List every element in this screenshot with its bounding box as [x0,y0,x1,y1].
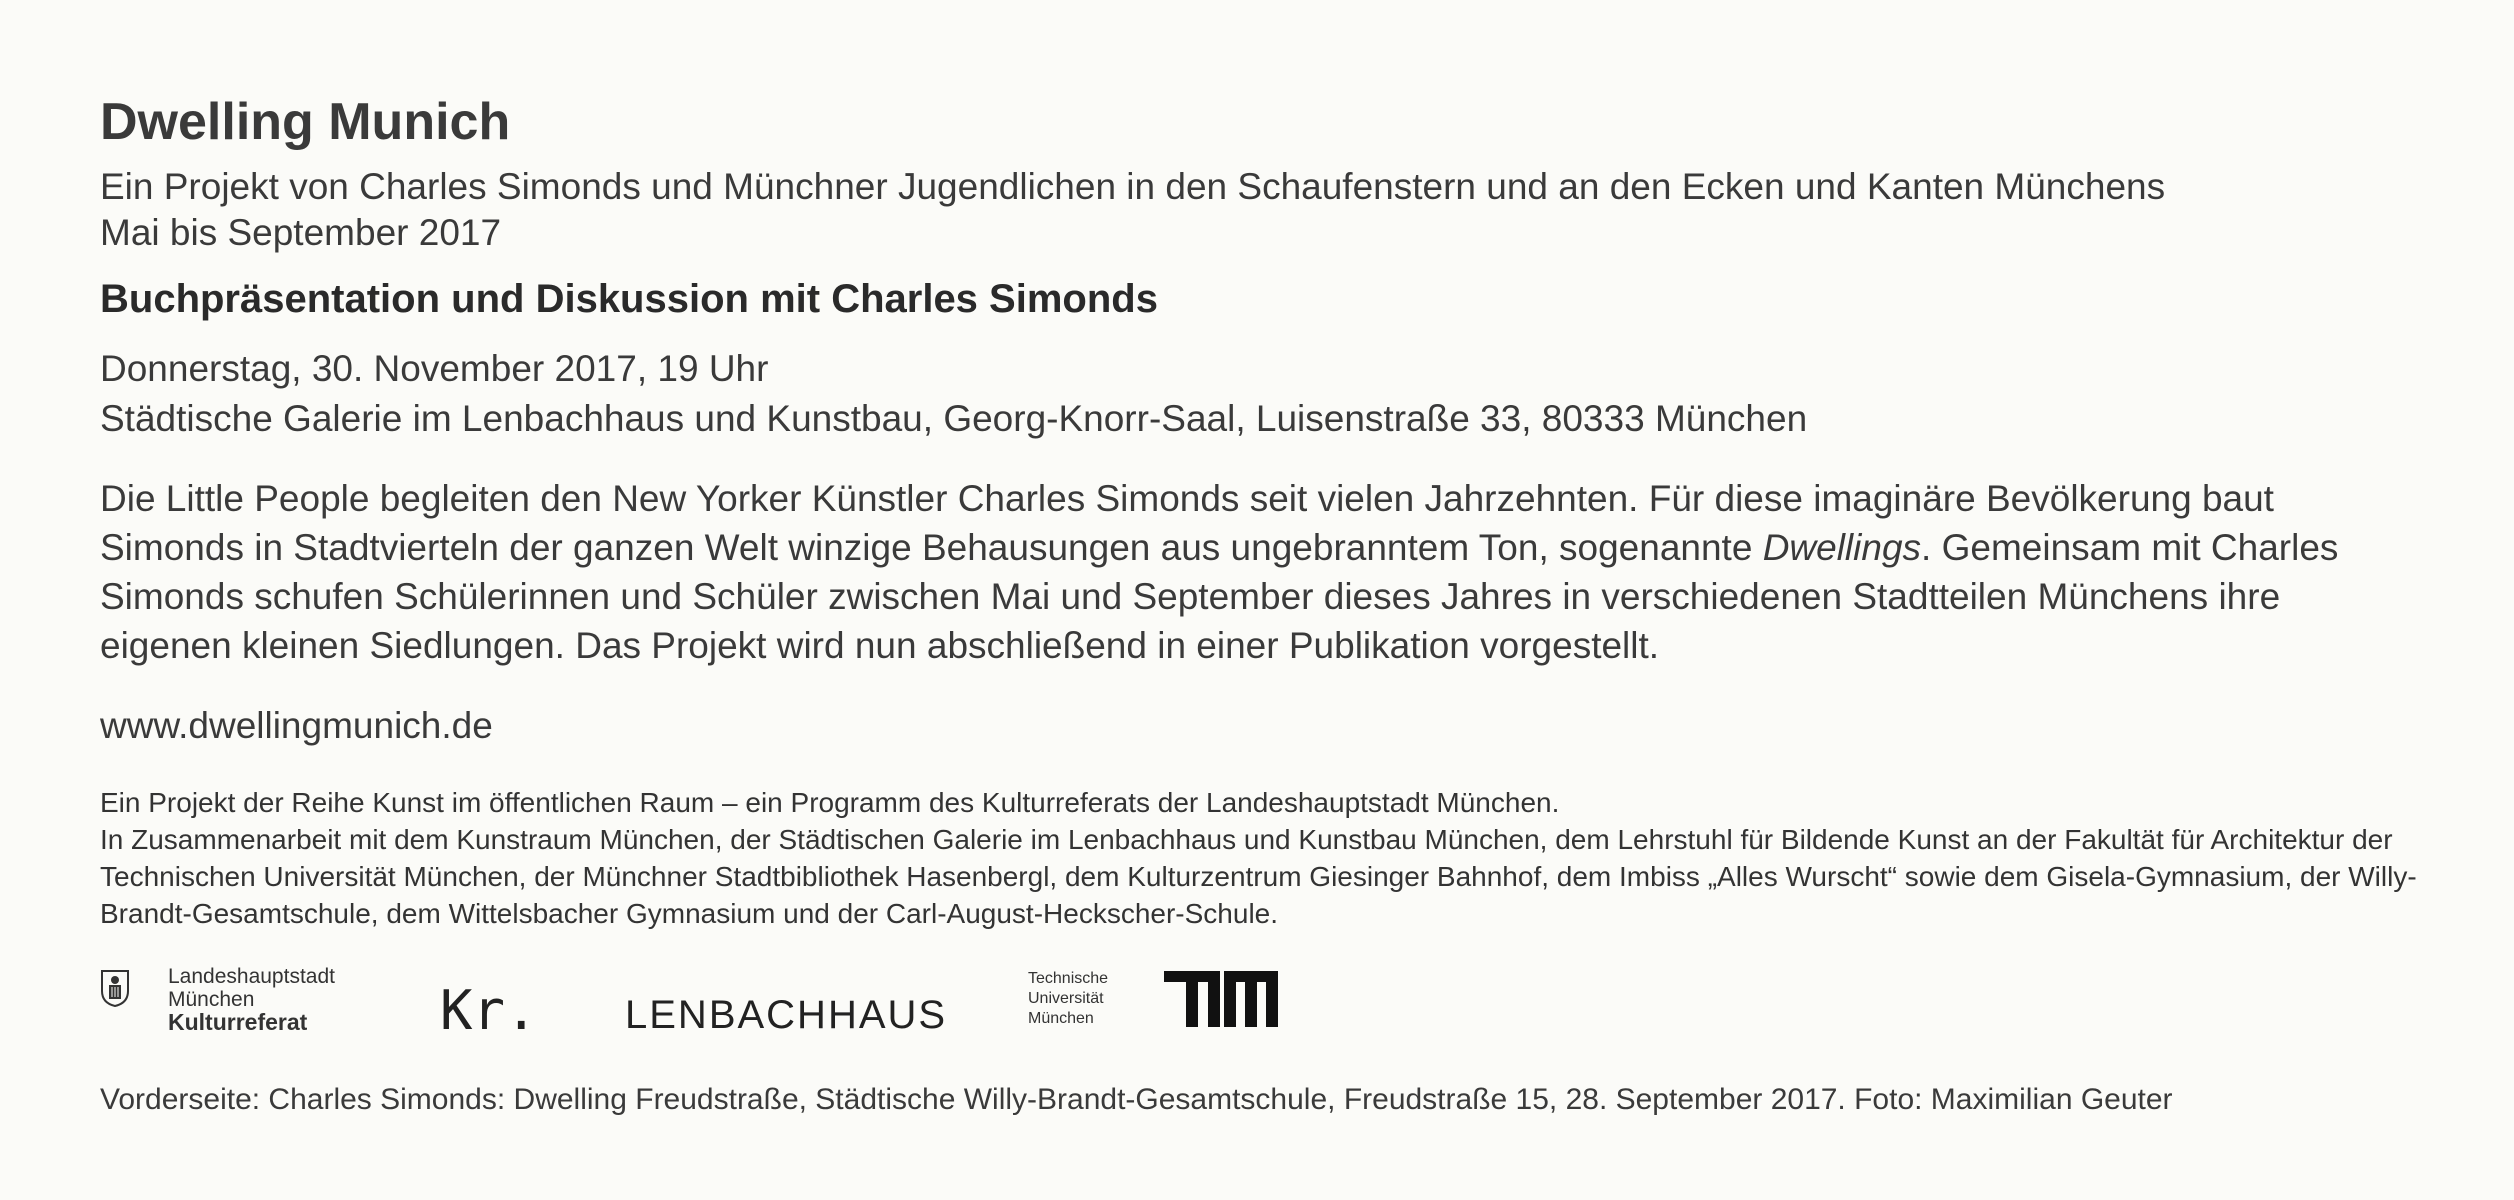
website-link[interactable]: www.dwellingmunich.de [100,705,493,746]
credits-block [100,784,2440,932]
description-part1: Die Little People begleiten den New Yorker Künstler Charles Simonds seit vielen Jahrzehnten. Für diese imaginäre Bevölkerung baut Simonds in Stadtvierteln der ganzen Welt winzige Behausungen aus ungebranntem Ton, sogenannte [100,478,2274,568]
description-part2: . Gemeinsam mit Charles Simonds schufen Schülerinnen und Schüler zwischen Mai und September dieses Jahres in verschiedenen Stadtteilen Münchens ihre eigenen kleinen Siedlungen. Das Projekt wird nun abschließend in einer Publikation vorgestellt. [100,527,2339,666]
lhs-line-3: Kulturreferat [168,1009,308,1035]
credits-line-2: In Zusammenarbeit mit dem Kunstraum München, der Städtischen Galerie im Lenbachhaus und Kunstbau München, dem Lehrstuhl für Bildende Kunst an der Fakultät für Architektur der Technischen Universität München, der Münchner Stadtbibliothek Hasenbergl, dem Kulturzentrum Giesinger Bahnhof, dem Imbiss „Alles Wurscht“ sowie dem Gisela-Gymnasium, der Willy-Brandt-Gesamtschule, dem Wittelsbacher Gymnasium und der Carl-August-Heckscher-Schule. [100,824,2417,929]
tum-line-3: München [1028,1010,1094,1027]
kulturreferat-logo-text [168,965,335,1034]
main-content [100,90,2430,932]
event-headline: Buchpräsentation und Diskussion mit Charles Simonds [100,277,1158,321]
credits-line-1: Ein Projekt der Reihe Kunst im öffentlichen Raum – ein Programm des Kulturreferats der Landeshauptstadt München. [100,787,1560,818]
lenbachhaus-logo: LENBACHHAUS [625,993,948,1037]
tum-line-1: Technische [1028,970,1109,987]
tum-logo-icon [1162,969,1280,1027]
project-subtitle: Ein Projekt von Charles Simonds und Münchner Jugendlichen in den Schaufenstern und an den Ecken und Kanten Münchens [100,166,2166,207]
tum-logo-text [1028,969,1108,1029]
tum-line-2: Universität [1028,990,1104,1007]
page-title: Dwelling Munich [100,93,511,151]
lhs-line-2: München [168,988,255,1011]
description-paragraph [100,474,2420,670]
photo-credit: Vorderseite: Charles Simonds: Dwelling Freudstraße, Städtische Willy-Brandt-Gesamtschule, Freudstraße 15, 28. September 2017. Foto: Maximilian Geuter [100,1083,2173,1116]
project-period: Mai bis September 2017 [100,212,502,253]
kunstraum-logo: Kr. [440,979,538,1042]
munich-crest-icon [100,969,130,1007]
sponsor-logos [100,965,1400,1045]
event-date: Donnerstag, 30. November 2017, 19 Uhr [100,348,769,389]
lhs-line-1: Landeshauptstadt [168,965,335,988]
event-venue: Städtische Galerie im Lenbachhaus und Kunstbau, Georg-Knorr-Saal, Luisenstraße 33, 80333 München [100,398,1808,439]
description-italic-term: Dwellings [1762,527,1922,568]
